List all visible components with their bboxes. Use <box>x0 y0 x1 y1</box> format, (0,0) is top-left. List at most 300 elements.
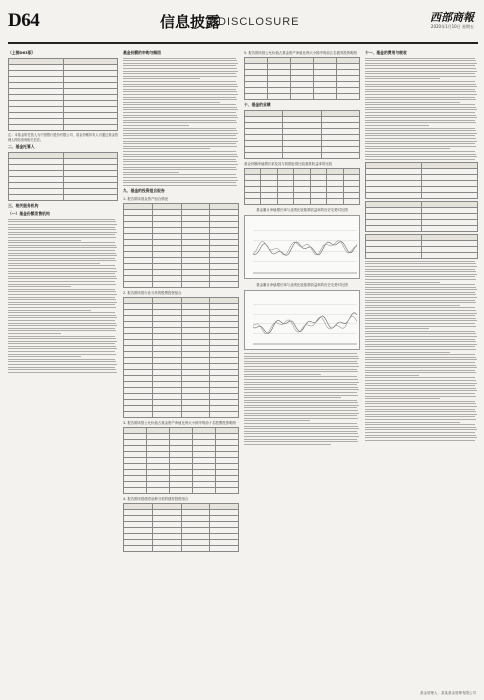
text-line <box>365 300 475 301</box>
text-line <box>8 359 115 360</box>
text-line <box>365 274 477 275</box>
text-line <box>365 68 476 69</box>
table-cell <box>277 199 293 205</box>
table-row <box>9 195 118 201</box>
text-line <box>365 94 477 95</box>
text-line <box>8 229 116 230</box>
section-sales-agencies: （一）基金份额发售机构 <box>8 211 50 217</box>
text-line <box>8 227 115 228</box>
text-line <box>365 331 475 332</box>
table-row <box>124 545 239 551</box>
top-bonds-table <box>244 57 360 100</box>
table-cell <box>210 281 239 287</box>
text-line <box>123 135 236 136</box>
text-line <box>123 99 237 100</box>
section-title-english: DISCLOSURE <box>218 16 300 28</box>
table-cell <box>210 411 239 417</box>
text-line <box>365 398 440 399</box>
bond-table-title: 4. 报告期末按债券品种分类的债券投资组合 <box>123 496 189 501</box>
text-line <box>8 273 115 274</box>
text-line <box>123 89 236 90</box>
column-3 <box>244 48 360 688</box>
text-line <box>123 161 237 162</box>
chart-2-title: 基金累计净值增长率与业绩比较基准收益率的历史走势对比图 <box>256 283 348 287</box>
text-line <box>365 403 476 404</box>
text-line <box>8 320 115 321</box>
text-line <box>8 271 117 272</box>
text-line <box>365 411 476 412</box>
fee-table-2 <box>365 201 478 232</box>
text-line <box>244 363 358 364</box>
text-line <box>8 367 115 368</box>
text-line <box>365 352 450 353</box>
text-line <box>8 247 117 248</box>
text-line <box>365 323 475 324</box>
text-line <box>244 420 310 421</box>
text-line <box>8 341 117 342</box>
text-line <box>365 375 419 376</box>
text-line <box>8 250 115 251</box>
text-line <box>365 341 476 342</box>
text-line <box>244 389 359 390</box>
text-line <box>123 159 236 160</box>
text-line <box>365 390 477 391</box>
text-line <box>123 97 236 98</box>
text-line <box>365 359 477 360</box>
text-line <box>365 146 476 147</box>
table-cell <box>422 252 478 258</box>
table-row <box>9 125 118 131</box>
text-line <box>244 436 359 437</box>
table-row <box>124 281 239 287</box>
top-bonds-table-title: 5. 报告期末按公允价值占基金资产净值比例大小排序的前五名债券投资明细 <box>244 51 357 55</box>
text-line <box>365 102 460 103</box>
text-line <box>123 112 236 113</box>
text-line <box>365 414 477 415</box>
text-line <box>244 379 358 380</box>
table-cell <box>268 94 291 100</box>
performance-line-chart-1 <box>244 215 360 279</box>
column-1-body-text <box>8 219 118 373</box>
text-line <box>244 444 331 445</box>
table-row <box>124 487 239 493</box>
text-line <box>8 343 115 344</box>
text-line <box>8 260 116 261</box>
table-cell <box>366 192 422 198</box>
text-line <box>244 397 341 398</box>
table-cell <box>181 411 210 417</box>
text-line <box>244 395 358 396</box>
text-line <box>8 234 115 235</box>
table-cell <box>245 199 261 205</box>
nav-growth-table <box>244 168 360 205</box>
column-1-title: （上接D63版） <box>8 50 36 55</box>
text-line <box>365 318 476 319</box>
text-line <box>365 377 475 378</box>
nav-growth-table-title: 基金份额净值增长率及其与同期业绩比较基准收益率的比较 <box>244 162 333 166</box>
text-line <box>365 122 476 123</box>
text-line <box>365 159 475 160</box>
column-1-note: 注：本基金的托管人为中国银行股份有限公司，基金份额持有人可通过基金管理人网站查询相关信息。 <box>8 133 118 142</box>
text-line <box>8 219 115 220</box>
top-stocks-table <box>123 427 239 494</box>
text-line <box>365 76 476 77</box>
text-line <box>123 120 236 121</box>
text-line <box>365 91 476 92</box>
text-line <box>365 302 476 303</box>
industry-table-title: 2. 报告期末按行业分类的股票投资组合 <box>123 290 182 295</box>
text-line <box>244 366 359 367</box>
text-line <box>8 372 117 373</box>
text-line <box>365 125 429 126</box>
table-cell <box>422 225 478 231</box>
text-line <box>244 374 321 375</box>
text-line <box>365 432 475 433</box>
text-line <box>123 68 237 69</box>
table-cell <box>63 195 118 201</box>
text-line <box>8 224 117 225</box>
text-line <box>365 437 477 438</box>
text-line <box>8 354 116 355</box>
text-line <box>123 128 236 129</box>
text-line <box>8 364 117 365</box>
text-line <box>244 433 358 434</box>
table-cell <box>343 199 359 205</box>
text-line <box>123 63 238 64</box>
series-line <box>253 316 357 334</box>
text-line <box>244 382 359 383</box>
text-line <box>365 97 475 98</box>
text-line <box>365 120 475 121</box>
section-title: 信息披露 <box>160 13 221 31</box>
text-line <box>365 99 476 100</box>
text-line <box>365 109 477 110</box>
text-line <box>8 258 115 259</box>
column-4-body-text-b <box>365 261 478 441</box>
text-line <box>123 102 220 103</box>
text-line <box>244 358 359 359</box>
table-cell <box>9 125 64 131</box>
text-line <box>123 109 238 110</box>
text-line <box>123 86 238 87</box>
table-cell <box>63 125 118 131</box>
text-line <box>365 151 475 152</box>
text-line <box>244 387 358 388</box>
text-line <box>8 351 115 352</box>
asset-allocation-table-title: 1. 报告期末基金资产组合情况 <box>123 196 168 201</box>
text-line <box>365 440 475 441</box>
bond-category-table <box>123 503 239 552</box>
industry-allocation-table <box>123 297 239 418</box>
text-line <box>123 164 238 165</box>
text-line <box>365 349 476 350</box>
text-line <box>123 125 189 126</box>
text-line <box>8 278 117 279</box>
text-line <box>244 405 359 406</box>
column-2-title: 基金份额的申购与赎回 <box>123 50 161 55</box>
text-line <box>123 81 236 82</box>
text-line <box>244 410 358 411</box>
text-line <box>365 86 477 87</box>
text-line <box>123 60 237 61</box>
page-header <box>8 6 478 44</box>
table-cell <box>216 487 239 493</box>
text-line <box>8 312 115 313</box>
text-line <box>8 276 116 277</box>
text-line <box>244 413 359 414</box>
text-line <box>123 182 236 183</box>
issue-date: 2020年1月10日 星期五 <box>430 24 474 29</box>
table-cell <box>291 94 314 100</box>
text-line <box>8 297 115 298</box>
text-line <box>8 291 116 292</box>
text-line <box>244 369 357 370</box>
text-line <box>123 115 237 116</box>
text-line <box>365 112 475 113</box>
text-line <box>365 284 475 285</box>
table-cell <box>327 199 343 205</box>
text-line <box>123 65 236 66</box>
text-line <box>244 392 357 393</box>
text-line <box>365 104 475 105</box>
text-line <box>8 307 116 308</box>
table-cell <box>294 199 310 205</box>
text-line <box>244 415 357 416</box>
text-line <box>8 356 81 357</box>
text-line <box>8 245 116 246</box>
text-line <box>8 263 100 264</box>
text-line <box>8 317 117 318</box>
table-cell <box>152 281 181 287</box>
text-line <box>365 367 477 368</box>
page-footer: 基金管理人：某某基金管理有限公司 <box>420 691 476 695</box>
text-line <box>123 94 238 95</box>
fee-table-1 <box>365 162 478 199</box>
text-line <box>123 84 237 85</box>
text-line <box>365 320 477 321</box>
text-line <box>365 401 475 402</box>
text-line <box>365 78 440 79</box>
text-line <box>244 353 357 354</box>
asset-allocation-table <box>123 203 239 288</box>
text-line <box>365 130 476 131</box>
text-line <box>8 237 116 238</box>
text-line <box>365 279 476 280</box>
text-line <box>123 138 237 139</box>
table-cell <box>193 487 216 493</box>
text-line <box>8 284 116 285</box>
section-service-agencies: 三、相关服务机构 <box>8 203 39 209</box>
text-line <box>123 148 210 149</box>
table-cell <box>9 195 64 201</box>
text-line <box>8 232 117 233</box>
section-portfolio-report: 九、基金的投资组合报告 <box>123 187 165 193</box>
text-line <box>365 289 477 290</box>
table-cell <box>152 411 181 417</box>
text-line <box>244 361 357 362</box>
table-cell <box>310 199 326 205</box>
text-line <box>244 402 358 403</box>
table-cell <box>314 94 337 100</box>
text-line <box>8 346 116 347</box>
text-line <box>123 73 236 74</box>
text-line <box>123 76 237 77</box>
text-line <box>365 141 477 142</box>
text-line <box>8 328 115 329</box>
text-line <box>244 439 357 440</box>
text-line <box>365 346 475 347</box>
text-line <box>8 289 115 290</box>
text-line <box>8 281 115 282</box>
text-line <box>365 339 475 340</box>
text-line <box>244 384 357 385</box>
text-line <box>365 71 477 72</box>
text-line <box>365 328 429 329</box>
text-line <box>365 133 477 134</box>
section-fees: 十一、基金的费用与税收 <box>365 50 407 55</box>
text-line <box>365 406 477 407</box>
table-cell <box>245 94 268 100</box>
text-line <box>365 65 475 66</box>
text-line <box>365 263 476 264</box>
text-line <box>365 117 477 118</box>
performance-line-chart-2 <box>244 290 360 350</box>
text-line <box>365 429 477 430</box>
table-cell <box>147 487 170 493</box>
text-line <box>365 58 475 59</box>
text-line <box>123 154 237 155</box>
text-line <box>365 60 476 61</box>
text-line <box>123 156 238 157</box>
text-line <box>365 148 450 149</box>
table-row <box>245 199 360 205</box>
text-line <box>365 292 475 293</box>
column-4 <box>365 48 478 688</box>
fund-agency-table <box>8 58 118 131</box>
text-line <box>8 336 115 337</box>
text-line <box>365 380 476 381</box>
text-line <box>8 323 116 324</box>
text-line <box>8 240 81 241</box>
text-line <box>123 167 236 168</box>
text-line <box>123 185 237 186</box>
table-cell <box>366 225 422 231</box>
text-line <box>365 362 475 363</box>
table-cell <box>366 252 422 258</box>
text-line <box>8 268 116 269</box>
text-line <box>365 427 476 428</box>
section-performance: 十、基金的业绩 <box>244 102 271 107</box>
text-line <box>365 354 475 355</box>
text-line <box>365 370 475 371</box>
text-line <box>8 302 117 303</box>
text-line <box>365 305 460 306</box>
table-cell <box>124 281 153 287</box>
text-line <box>8 265 115 266</box>
table-cell <box>124 487 147 493</box>
text-line <box>365 372 476 373</box>
text-line <box>123 143 236 144</box>
text-line <box>123 130 237 131</box>
text-line <box>365 73 475 74</box>
text-line <box>365 313 477 314</box>
text-line <box>365 294 476 295</box>
text-line <box>244 418 358 419</box>
text-line <box>365 269 475 270</box>
text-line <box>365 344 477 345</box>
table-cell <box>124 411 153 417</box>
text-line <box>244 431 357 432</box>
text-line <box>365 419 476 420</box>
text-line <box>365 128 475 129</box>
text-line <box>365 357 476 358</box>
table-cell <box>245 153 283 159</box>
text-line <box>8 338 116 339</box>
text-line <box>8 310 91 311</box>
text-line <box>123 107 237 108</box>
table-cell <box>422 192 478 198</box>
text-line <box>123 104 236 105</box>
text-line <box>365 424 475 425</box>
text-line <box>365 388 476 389</box>
chart-1-title: 基金累计净值增长率与业绩比较基准收益率的历史走势对比图 <box>256 208 348 212</box>
text-line <box>123 133 238 134</box>
section-custodian: 二、基金托管人 <box>8 144 35 150</box>
text-line <box>365 416 475 417</box>
text-line <box>244 376 357 377</box>
text-line <box>8 253 116 254</box>
text-line <box>244 426 358 427</box>
table-cell <box>124 545 153 551</box>
performance-table <box>244 110 360 159</box>
text-line <box>8 294 117 295</box>
text-line <box>123 177 237 178</box>
text-line <box>365 297 477 298</box>
text-line <box>365 365 476 366</box>
text-line <box>365 271 476 272</box>
text-line <box>365 336 477 337</box>
text-line <box>123 117 238 118</box>
text-line <box>8 299 116 300</box>
text-line <box>365 409 475 410</box>
text-line <box>365 282 440 283</box>
text-line <box>123 146 237 147</box>
text-line <box>365 383 477 384</box>
text-line <box>365 107 476 108</box>
text-line <box>123 122 237 123</box>
text-line <box>365 156 477 157</box>
table-row <box>366 252 478 258</box>
table-row <box>245 153 360 159</box>
text-line <box>8 255 117 256</box>
text-line <box>244 400 357 401</box>
text-line <box>244 407 357 408</box>
text-line <box>8 315 116 316</box>
text-line <box>8 221 116 222</box>
text-line <box>8 325 117 326</box>
table-cell <box>152 545 181 551</box>
text-line <box>123 169 237 170</box>
text-line <box>365 385 475 386</box>
table-cell <box>181 545 210 551</box>
text-line <box>365 326 476 327</box>
text-line <box>365 276 475 277</box>
table-cell <box>261 199 277 205</box>
text-line <box>244 356 358 357</box>
text-line <box>8 242 115 243</box>
text-line <box>365 154 476 155</box>
text-line <box>123 91 237 92</box>
